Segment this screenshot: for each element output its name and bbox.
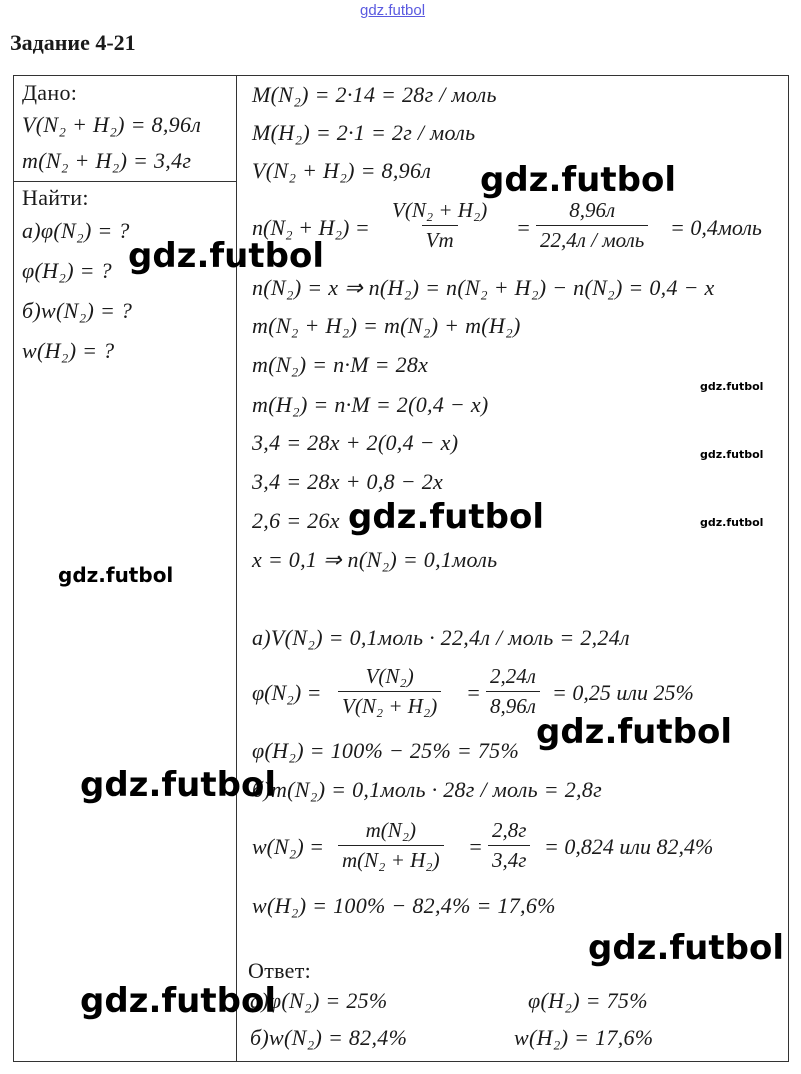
solution-line-molar-h2: M(H₂) = 2·1 = 2г / моль bbox=[252, 120, 476, 145]
fraction-denominator: V(N₂ + H₂) bbox=[338, 691, 441, 719]
solution-phi-result: = 0,25 или 25% bbox=[552, 680, 694, 705]
solution-line-w-h2: w(H₂) = 100% − 82,4% = 17,6% bbox=[252, 893, 556, 918]
solution-line-x-def: n(N₂) = x ⇒ n(H₂) = n(N₂ + H₂) − n(N₂) = 0,4 − x bbox=[252, 275, 715, 300]
answer-heading: Ответ: bbox=[248, 958, 312, 983]
given-heading: Дано: bbox=[22, 80, 78, 105]
solution-w-left: w(N₂) = bbox=[252, 834, 324, 859]
solution-line-equation-2: 3,4 = 28x + 0,8 − 2x bbox=[252, 469, 444, 494]
fraction-numerator: m(N₂) bbox=[365, 818, 417, 842]
answer-phi-n2: а)φ(N₂) = 25% bbox=[250, 988, 388, 1013]
fraction-denominator: Vm bbox=[422, 225, 458, 253]
watermark: gdz.futbol bbox=[80, 981, 276, 1021]
fraction-denominator: 8,96л bbox=[486, 691, 540, 719]
find-line-w-h2: w(H₂) = ? bbox=[22, 338, 115, 363]
fraction-denominator: 3,4г bbox=[488, 845, 530, 873]
watermark: gdz.futbol bbox=[128, 236, 324, 276]
solution-line-mass-n2: m(N₂) = n·M = 28x bbox=[252, 352, 429, 377]
solution-line-x-result: x = 0,1 ⇒ n(N₂) = 0,1моль bbox=[252, 547, 498, 572]
solution-phi-fraction-2 bbox=[486, 664, 540, 719]
fraction-numerator: V(N₂) bbox=[365, 664, 414, 688]
solution-line-phi-h2: φ(H₂) = 100% − 25% = 75% bbox=[252, 738, 520, 763]
solution-moles-fraction-1 bbox=[388, 198, 491, 253]
find-line-phi-n2: а)φ(N₂) = ? bbox=[22, 218, 130, 243]
answer-phi-h2: φ(H₂) = 75% bbox=[528, 988, 648, 1013]
given-line-volume: V(N₂ + H₂) = 8,96л bbox=[22, 112, 202, 137]
watermark: gdz.futbol bbox=[536, 712, 732, 752]
find-line-phi-h2: φ(H₂) = ? bbox=[22, 258, 112, 283]
watermark: gdz.futbol bbox=[348, 497, 544, 537]
answer-w-n2: б)w(N₂) = 82,4% bbox=[250, 1025, 408, 1050]
solution-line-equation-1: 3,4 = 28x + 2(0,4 − x) bbox=[252, 430, 459, 455]
answer-w-h2: w(H₂) = 17,6% bbox=[514, 1025, 654, 1050]
solution-line-mass-h2: m(H₂) = n·M = 2(0,4 − x) bbox=[252, 392, 489, 417]
solution-line-mass-n2-b: б)m(N₂) = 0,1моль · 28г / моль = 2,8г bbox=[252, 777, 603, 802]
equals-sign: = bbox=[468, 834, 483, 859]
equals-sign: = bbox=[466, 680, 481, 705]
solution-w-result: = 0,824 или 82,4% bbox=[544, 834, 714, 859]
fraction-numerator: 2,24л bbox=[490, 664, 536, 688]
solution-phi-fraction-1 bbox=[338, 664, 441, 719]
fraction-denominator: 22,4л / моль bbox=[536, 225, 648, 253]
solution-line-mass-sum: m(N₂ + H₂) = m(N₂) + m(H₂) bbox=[252, 313, 521, 338]
solution-moles-left: n(N₂ + H₂) = bbox=[252, 215, 370, 240]
solution-moles-result: = 0,4моль bbox=[670, 215, 762, 240]
table-divider-given bbox=[13, 181, 237, 182]
fraction-denominator: m(N₂ + H₂) bbox=[338, 845, 444, 873]
solution-line-volume-n2: а)V(N₂) = 0,1моль · 22,4л / моль = 2,24л bbox=[252, 625, 630, 650]
watermark: gdz.futbol bbox=[80, 765, 276, 805]
watermark: gdz.futbol bbox=[700, 380, 764, 393]
fraction-numerator: 2,8г bbox=[492, 818, 527, 842]
watermark: gdz.futbol bbox=[58, 563, 174, 587]
task-title: Задание 4-21 bbox=[10, 30, 136, 55]
given-line-mass: m(N₂ + H₂) = 3,4г bbox=[22, 148, 192, 173]
find-line-w-n2: б)w(N₂) = ? bbox=[22, 298, 133, 323]
solution-w-fraction-2 bbox=[488, 818, 530, 873]
table-divider-vertical bbox=[236, 75, 237, 1062]
solution-phi-left: φ(N₂) = bbox=[252, 680, 322, 705]
fraction-numerator: 8,96л bbox=[569, 198, 616, 222]
solution-line-molar-n2: M(N₂) = 2·14 = 28г / моль bbox=[252, 82, 497, 107]
solution-line-volume: V(N₂ + H₂) = 8,96л bbox=[252, 158, 432, 183]
solution-line-equation-3: 2,6 = 26x bbox=[252, 508, 340, 533]
site-link[interactable]: gdz.futbol bbox=[360, 2, 426, 19]
watermark: gdz.futbol bbox=[588, 928, 784, 968]
solution-moles-fraction-2 bbox=[536, 198, 648, 253]
watermark: gdz.futbol bbox=[480, 160, 676, 200]
find-heading: Найти: bbox=[22, 185, 89, 210]
solution-w-fraction-1 bbox=[338, 818, 444, 873]
equals-sign: = bbox=[516, 215, 531, 240]
watermark: gdz.futbol bbox=[700, 448, 764, 461]
watermark: gdz.futbol bbox=[700, 516, 764, 529]
fraction-numerator: V(N₂ + H₂) bbox=[392, 198, 488, 222]
